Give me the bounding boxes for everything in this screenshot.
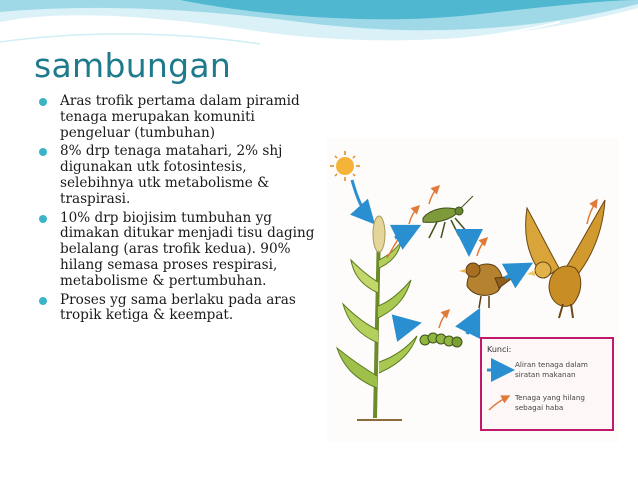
bullet-text: Aras trofik pertama dalam piramid tenaga merupakan komuniti pengeluar (tumbuhan): [60, 93, 300, 141]
bird-to-eagle-arrow: [505, 266, 527, 278]
bullet-icon: [39, 148, 47, 156]
bullet-item: [37, 293, 317, 325]
caterpillar-icon: [420, 333, 462, 347]
key-item-label: Aliran tenaga dalam: [515, 360, 588, 369]
bullet-icon: [39, 297, 47, 305]
bullet-item: [37, 211, 317, 290]
bullet-item: [37, 144, 317, 207]
corn-plant-icon: [337, 216, 417, 420]
sun-icon: [330, 151, 360, 181]
grasshopper-icon: [423, 196, 473, 238]
plant-to-caterpillar-arrow: [395, 324, 415, 328]
energy-flow-illustration: [327, 138, 619, 442]
key-item-label: siratan makanan: [515, 370, 576, 379]
bullet-text: 8% drp tenaga matahari, 2% shj digunakan utk fotosintesis, selebihnya utk metabolisme & traspirasi.: [60, 143, 283, 207]
slide-title: sambungan: [34, 46, 232, 85]
bullet-list: [37, 94, 317, 327]
legend-key-box: [481, 338, 613, 430]
key-item-label: Tenaga yang hilang: [515, 393, 585, 402]
plant-to-grasshopper-arrow: [395, 228, 415, 238]
bullet-icon: [39, 98, 47, 106]
bullet-text: 10% drp biojisim tumbuhan yg dimakan ditukar menjadi tisu daging belalang (aras trofik kedua). 90% hilang semasa proses respirasi, metabolisme & pertumbuhan.: [60, 209, 315, 289]
caterpillar-to-bird-arrow: [467, 314, 477, 334]
energy-flow-diagram: [327, 138, 619, 442]
sun-to-plant-arrow: [352, 180, 371, 220]
bullet-item: [37, 94, 317, 141]
key-title: Kunci:: [487, 345, 512, 354]
bullet-icon: [39, 215, 47, 223]
eagle-icon: [526, 200, 605, 318]
small-bird-icon: [459, 263, 515, 308]
key-item-label: sebagai haba: [515, 403, 564, 412]
bullet-text: Proses yg sama berlaku pada aras tropik ketiga & keempat.: [60, 291, 296, 324]
